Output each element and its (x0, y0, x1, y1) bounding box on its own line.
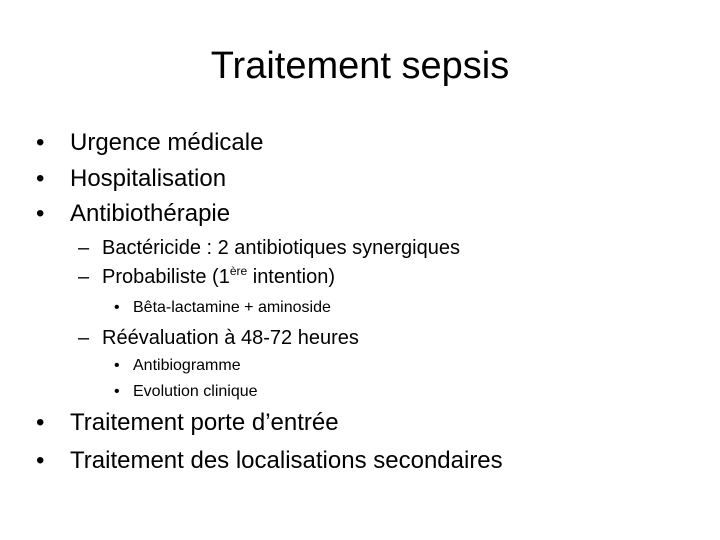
bullet-marker: • (114, 357, 120, 374)
intention-text: intention) (247, 266, 336, 288)
bullet-localisations-secondaires: Traitement des localisations secondaires (70, 447, 503, 474)
dash-marker: – (78, 237, 90, 259)
subsubitem-beta-lactamine: Bêta-lactamine + aminoside (133, 299, 331, 316)
bullet-antibiotherapie: Antibiothérapie (70, 200, 231, 227)
subsubitem-evolution-clinique: Evolution clinique (133, 383, 258, 400)
bullet-marker: • (114, 383, 120, 400)
bullet-marker: • (36, 200, 45, 227)
subitem-bactericide: Bactéricide : 2 antibiotiques synergiques (102, 237, 460, 259)
dash-marker: – (78, 266, 90, 288)
bullet-marker: • (36, 409, 45, 436)
bullet-marker: • (36, 129, 45, 156)
subitem-probabiliste (102, 264, 335, 290)
bullet-marker: • (36, 165, 45, 192)
subitem-reevaluation: Réévaluation à 48-72 heures (102, 327, 359, 349)
ordinal-superscript: ère (229, 264, 248, 279)
bullet-hospitalisation: Hospitalisation (70, 165, 227, 192)
bullet-urgence-medicale: Urgence médicale (70, 129, 264, 156)
bullet-marker: • (36, 447, 45, 474)
subsubitem-antibiogramme: Antibiogramme (133, 357, 241, 374)
bullet-porte-entree: Traitement porte d’entrée (70, 409, 339, 436)
dash-marker: – (78, 327, 90, 349)
probabiliste-text: Probabiliste (1 (102, 266, 230, 288)
slide-title: Traitement sepsis (210, 45, 510, 87)
bullet-marker: • (114, 299, 120, 316)
